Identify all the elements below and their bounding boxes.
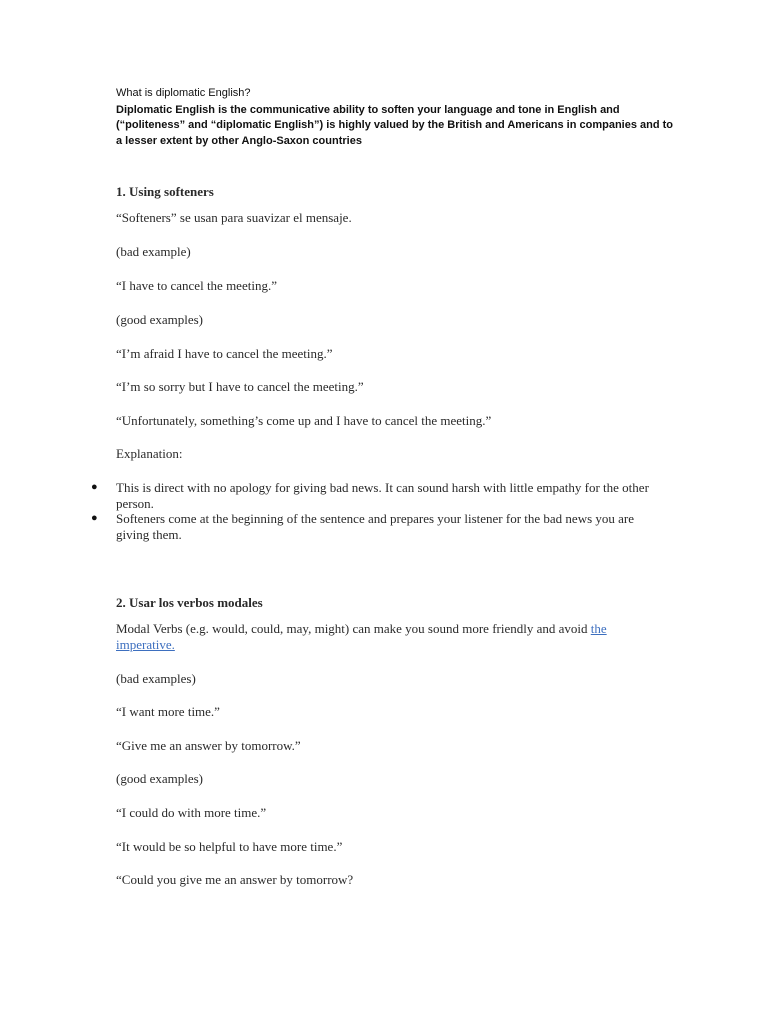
section1-bad-label: (bad example) xyxy=(116,244,191,259)
bullet-item xyxy=(91,480,656,511)
section1-heading: 1. Using softeners xyxy=(116,184,214,199)
section1-good-label: (good examples) xyxy=(116,312,204,327)
section2-bad-label: (bad examples) xyxy=(116,671,196,686)
section1-bad-example: “I have to cancel the meeting.” xyxy=(116,278,277,293)
intro-title: What is diplomatic English? xyxy=(116,87,251,99)
section1-explanation-label: Explanation: xyxy=(116,446,183,461)
section1-good-example: “Unfortunately, something’s come up and I have to cancel the meeting.” xyxy=(116,413,492,428)
section2-description-text: Modal Verbs (e.g. would, could, may, might) can make you sound more friendly and avoid xyxy=(116,621,591,636)
section2-heading: 2. Usar los verbos modales xyxy=(116,595,263,610)
bullet-item xyxy=(91,511,656,542)
section2-good-example: “It would be so helpful to have more time.” xyxy=(116,839,343,854)
bullet-text: This is direct with no apology for giving bad news. It can sound harsh with little empathy for the other person. xyxy=(116,480,649,511)
intro-block xyxy=(116,86,676,149)
section2-good-label: (good examples) xyxy=(116,771,204,786)
intro-body: Diplomatic English is the communicative ability to soften your language and tone in English and (“politeness” and “diplomatic English”) is highly valued by the British and Americans in companies and to a lesser extent by other Anglo-Saxon countries xyxy=(116,103,674,147)
section2-good-example: “I could do with more time.” xyxy=(116,805,267,820)
section2-description xyxy=(116,621,616,653)
section2-bad-example: “I want more time.” xyxy=(116,704,220,719)
section2-bad-example: “Give me an answer by tomorrow.” xyxy=(116,738,301,753)
imperative-link[interactable]: the imperative. xyxy=(116,621,607,652)
section2-good-example: “Could you give me an answer by tomorrow? xyxy=(116,872,354,887)
bullet-icon: ● xyxy=(91,481,98,493)
bullet-text: Softeners come at the beginning of the sentence and prepares your listener for the bad news you are giving them. xyxy=(116,511,635,542)
section1-description: “Softeners” se usan para suavizar el mensaje. xyxy=(116,210,352,225)
bullet-icon: ● xyxy=(91,512,98,524)
section1-good-example: “I’m afraid I have to cancel the meeting.” xyxy=(116,346,333,361)
section1-good-example: “I’m so sorry but I have to cancel the meeting.” xyxy=(116,379,364,394)
